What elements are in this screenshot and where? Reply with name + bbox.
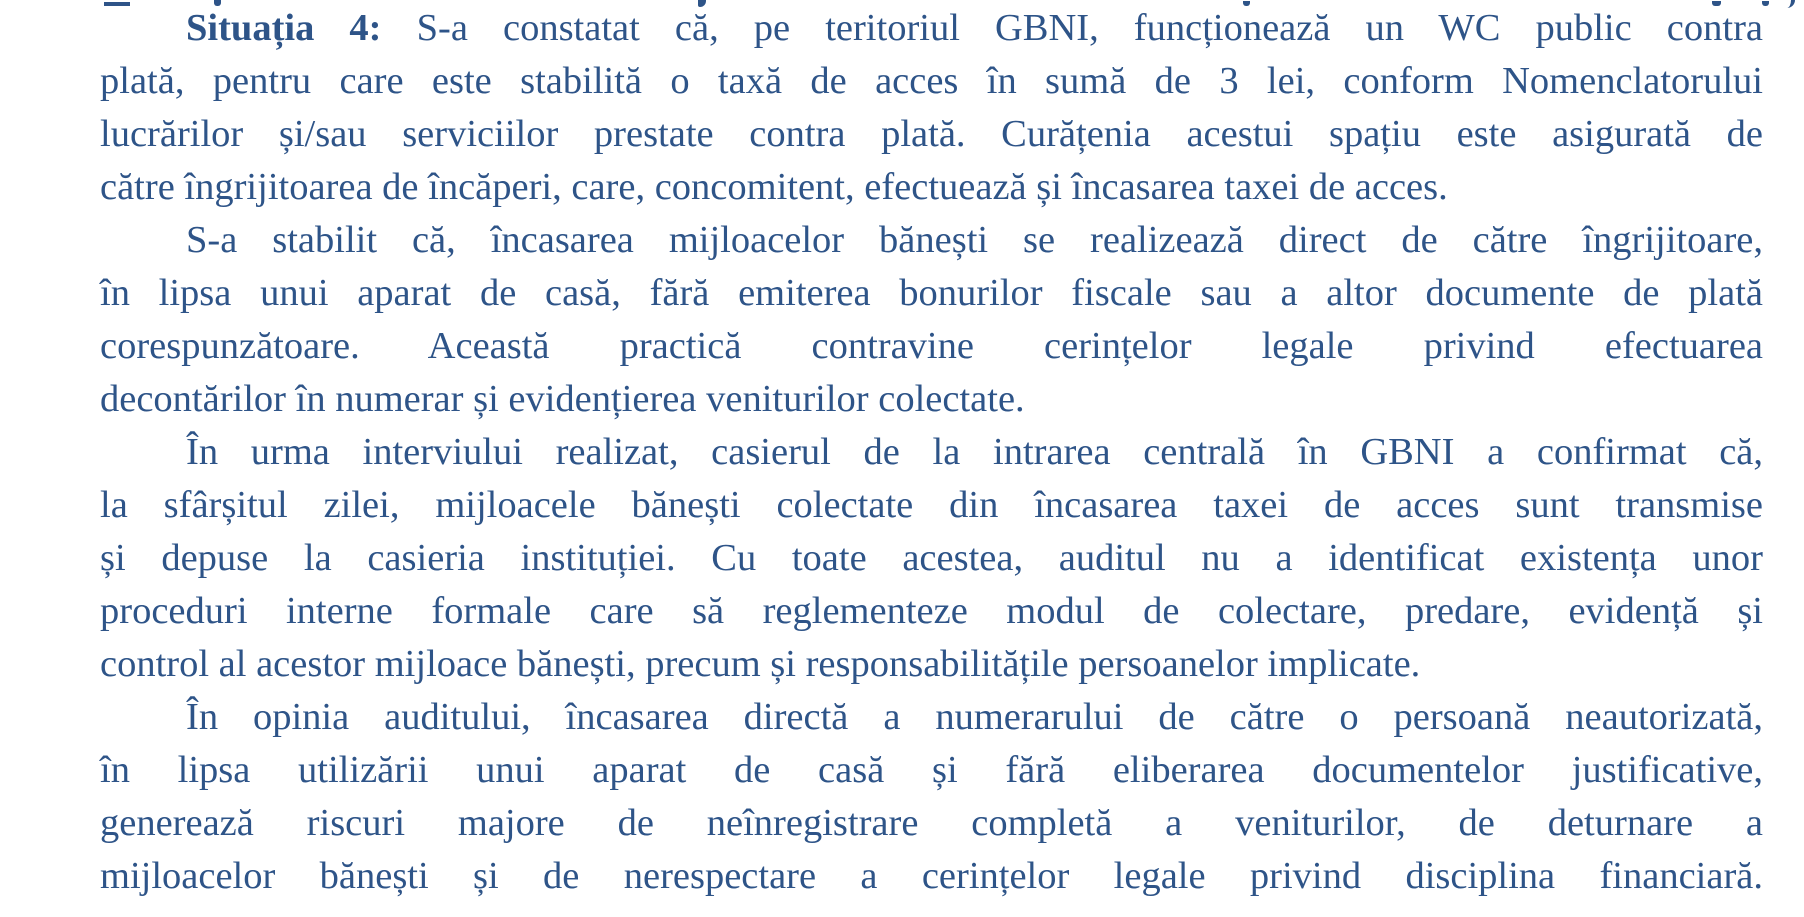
text-line: decontărilor în numerar și evidențierea veniturilor colectate. bbox=[100, 378, 1025, 420]
text-line: în lipsa unui aparat de casă, fără emiterea bonurilor fiscale sau a altor documente de plată bbox=[100, 272, 1763, 314]
text-line: generează riscuri majore de neînregistrare completă a veniturilor, de deturnare a bbox=[100, 802, 1763, 844]
text-line: Situația 4: S-a constatat că, pe teritoriul GBNI, funcționează un WC public contra bbox=[186, 7, 1763, 49]
paragraph bbox=[100, 214, 1763, 426]
paragraph bbox=[100, 691, 1763, 903]
text-line: lucrărilor și/sau serviciilor prestate contra plată. Curățenia acestui spațiu este asigurată de bbox=[100, 113, 1763, 155]
text-line: În urma interviului realizat, casierul de la intrarea centrală în GBNI a confirmat că, bbox=[186, 431, 1763, 473]
paragraph bbox=[100, 2, 1763, 214]
cut-text-fragment bbox=[1782, 0, 1795, 8]
text-line: În opinia auditului, încasarea directă a numerarului de către o persoană neautorizată, bbox=[186, 696, 1763, 738]
text-line: corespunzătoare. Această practică contravine cerințelor legale privind efectuarea bbox=[100, 325, 1763, 367]
situation-label: Situația 4: bbox=[186, 7, 382, 49]
text-line: S-a stabilit că, încasarea mijloacelor bănești se realizează direct de către îngrijitoare, bbox=[186, 219, 1763, 261]
paragraph bbox=[100, 426, 1763, 691]
text-line: mijloacelor bănești și de nerespectare a cerințelor legale privind disciplina financiară. bbox=[100, 855, 1763, 897]
document-text-block bbox=[100, 2, 1763, 903]
text-line: către îngrijitoarea de încăperi, care, concomitent, efectuează și încasarea taxei de acces. bbox=[100, 166, 1448, 208]
text-line: control al acestor mijloace bănești, precum și responsabilitățile persoanelor implicate. bbox=[100, 643, 1421, 685]
text-line: la sfârșitul zilei, mijloacele bănești colectate din încasarea taxei de acces sunt transmise bbox=[100, 484, 1763, 526]
text-line: proceduri interne formale care să reglementeze modul de colectare, predare, evidență și bbox=[100, 590, 1763, 632]
text-line: în lipsa utilizării unui aparat de casă și fără eliberarea documentelor justificative, bbox=[100, 749, 1763, 791]
text-line: și depuse la casieria instituției. Cu toate acestea, auditul nu a identificat existența unor bbox=[100, 537, 1763, 579]
cut-text-fragment bbox=[1762, 1, 1769, 6]
text-line: plată, pentru care este stabilită o taxă de acces în sumă de 3 lei, conform Nomenclatorului bbox=[100, 60, 1763, 102]
